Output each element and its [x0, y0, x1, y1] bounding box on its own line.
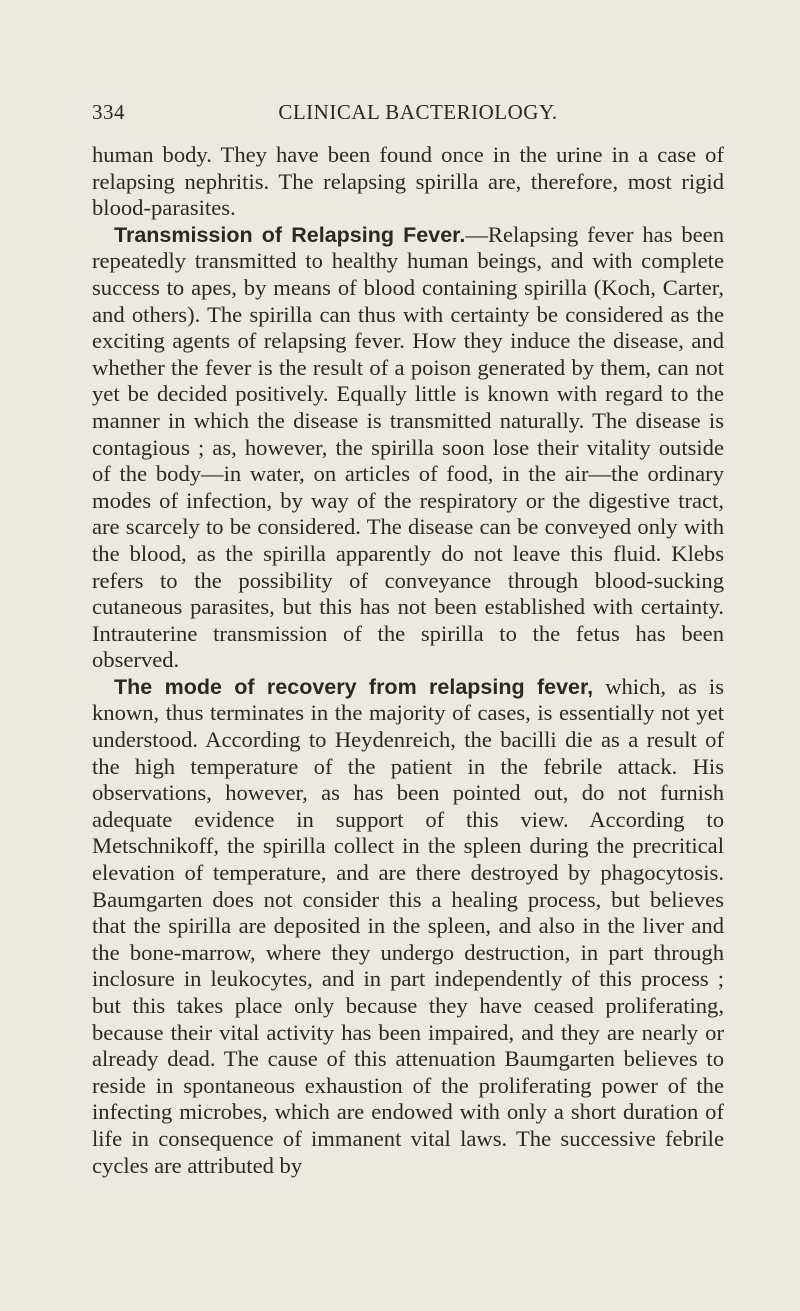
- running-title: CLINICAL BACTERIOLOGY.: [278, 100, 558, 124]
- running-header: [92, 100, 724, 130]
- paragraph-text: —Relapsing fever has been repeatedly transmitted to healthy human beings, and with complete success to apes, by means of blood containing spirilla (Koch, Carter, and others). The spirilla can thus with certainty be considered as the exciting agents of relapsing fever. How they induce the disease, and whether the fever is the result of a poison generated by them, can not yet be decided positively. Equally little is known with regard to the manner in which the disease is transmitted naturally. The disease is contagious ; as, however, the spirilla soon lose their vitality outside of the body—in water, on articles of food, in the air—the ordinary modes of infection, by way of the respiratory or the digestive tract, are scarcely to be considered. The disease can be conveyed only with the blood, as the spirilla apparently do not leave this fluid. Klebs refers to the possibility of conveyance through blood-sucking cutaneous parasites, but this has not been established with certainty. Intrauterine transmission of the spirilla to the fetus has been observed.: [92, 221, 724, 673]
- paragraph-text: human body. They have been found once in the urine in a case of relapsing nephritis. The relapsing spirilla are, therefore, most rigid blood-parasites.: [92, 142, 724, 221]
- body-text: [92, 142, 724, 1179]
- paragraph-text: which, as is known, thus terminates in the majority of cases, is essentially not yet understood. According to Heydenreich, the bacilli die as a result of the high temperature of the patient in the febrile attack. His observations, however, as has been pointed out, do not furnish adequate evidence in support of this view. According to Metschnikoff, the spirilla collect in the spleen during the precritical elevation of temperature, and are there destroyed by phagocytosis. Baumgarten does not consider this a healing process, but believes that the spirilla are deposited in the spleen, and also in the liver and the bone-marrow, where they undergo destruction, in part through inclosure in leukocytes, and in part independently of this process ; but this takes place only because they have ceased proliferating, because their vital activity has been impaired, and they are nearly or already dead. The cause of this attenuation Baumgarten believes to reside in spontaneous exhaustion of the proliferating power of the infecting microbes, which are endowed with only a short duration of life in consequence of immanent vital laws. The successive febrile cycles are attributed by: [92, 673, 725, 1178]
- page-number: 334: [92, 100, 125, 124]
- paragraph-transmission: [92, 222, 724, 674]
- paragraph-recovery: [92, 674, 724, 1179]
- paragraph-continuation: [92, 142, 724, 222]
- section-heading-transmission: Transmission of Relapsing Fever.: [114, 222, 466, 247]
- section-heading-recovery: The mode of recovery from relapsing fever,: [114, 674, 594, 699]
